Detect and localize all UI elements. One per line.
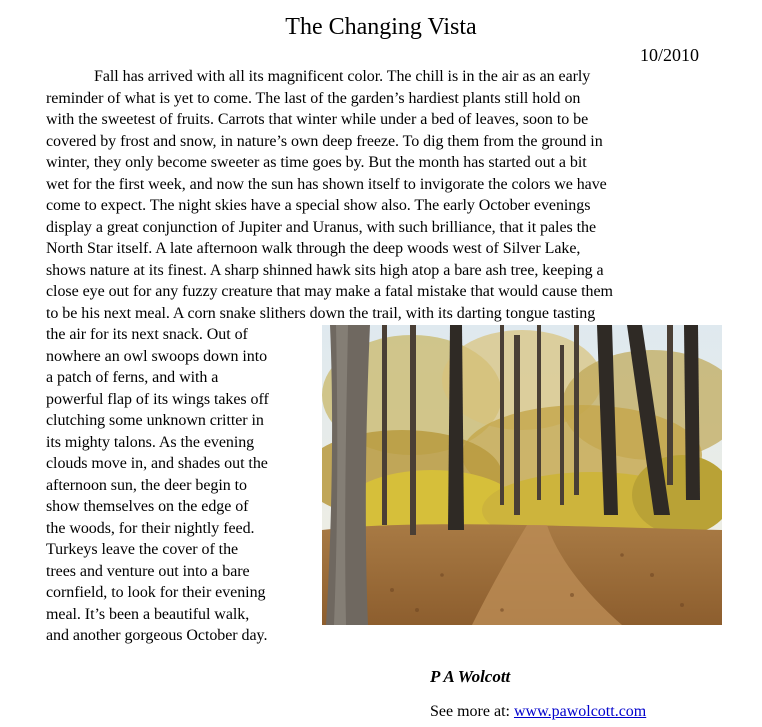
text-line: shows nature at its finest. A sharp shinned hawk sits high atop a bare ash tree, keeping a (46, 261, 604, 279)
text-line: North Star itself. A late afternoon walk through the deep woods west of Silver Lake, (46, 240, 581, 257)
text-line: meal. It’s been a beautiful walk, (46, 605, 250, 623)
text-line: cornfield, to look for their evening (46, 584, 266, 601)
text-line: trees and venture out into a bare (46, 562, 250, 580)
text-line: come to expect. The night skies have a special show also. The early October evenings (46, 197, 591, 214)
text-line: Turkeys leave the cover of the (46, 541, 239, 558)
text-line: with the sweetest of fruits. Carrots that winter while under a bed of leaves, soon to be (46, 111, 589, 128)
text-line: clutching some unknown critter in (46, 412, 264, 429)
text-line: the air for its next snack. Out of (46, 326, 248, 343)
see-more-line (430, 702, 646, 722)
text-line: a patch of ferns, and with a (46, 369, 219, 386)
text-line: and another gorgeous October day. (46, 627, 268, 644)
text-line: reminder of what is yet to come. The last of the garden’s hardiest plants still hold on (46, 89, 581, 107)
text-line: winter, they only become sweeter as time goes by. But the month has started out a bit (46, 154, 587, 171)
text-line: powerful flap of its wings takes off (46, 390, 269, 408)
text-line: the woods, for their nightly feed. (46, 519, 255, 537)
text-line: clouds move in, and shades out the (46, 455, 268, 472)
document-date: 10/2010 (640, 45, 700, 65)
autumn-woods-photo (322, 325, 722, 625)
text-line: close eye out for any fuzzy creature that may make a fatal mistake that would cause them (46, 283, 613, 300)
document-title: The Changing Vista (285, 14, 477, 40)
author-name: P A Wolcott (430, 667, 511, 686)
text-line: its mighty talons. As the evening (46, 433, 255, 451)
text-line: show themselves on the edge of (46, 498, 249, 515)
text-line: covered by frost and snow, in nature’s own deep freeze. To dig them from the ground in (46, 132, 603, 150)
text-line: Fall has arrived with all its magnificent color. The chill is in the air as an early (94, 68, 591, 85)
text-line: afternoon sun, the deer begin to (46, 476, 248, 494)
text-line: display a great conjunction of Jupiter and Uranus, with such brilliance, that it pales the (46, 218, 597, 236)
see-more-label: See more at: (430, 703, 514, 720)
text-line: wet for the first week, and now the sun has shown itself to invigorate the colors we have (46, 175, 607, 193)
text-line: to be his next meal. A corn snake slithers down the trail, with its darting tongue tasting (46, 304, 596, 322)
text-line: nowhere an owl swoops down into (46, 347, 268, 365)
website-link[interactable]: www.pawolcott.com (513, 703, 647, 720)
